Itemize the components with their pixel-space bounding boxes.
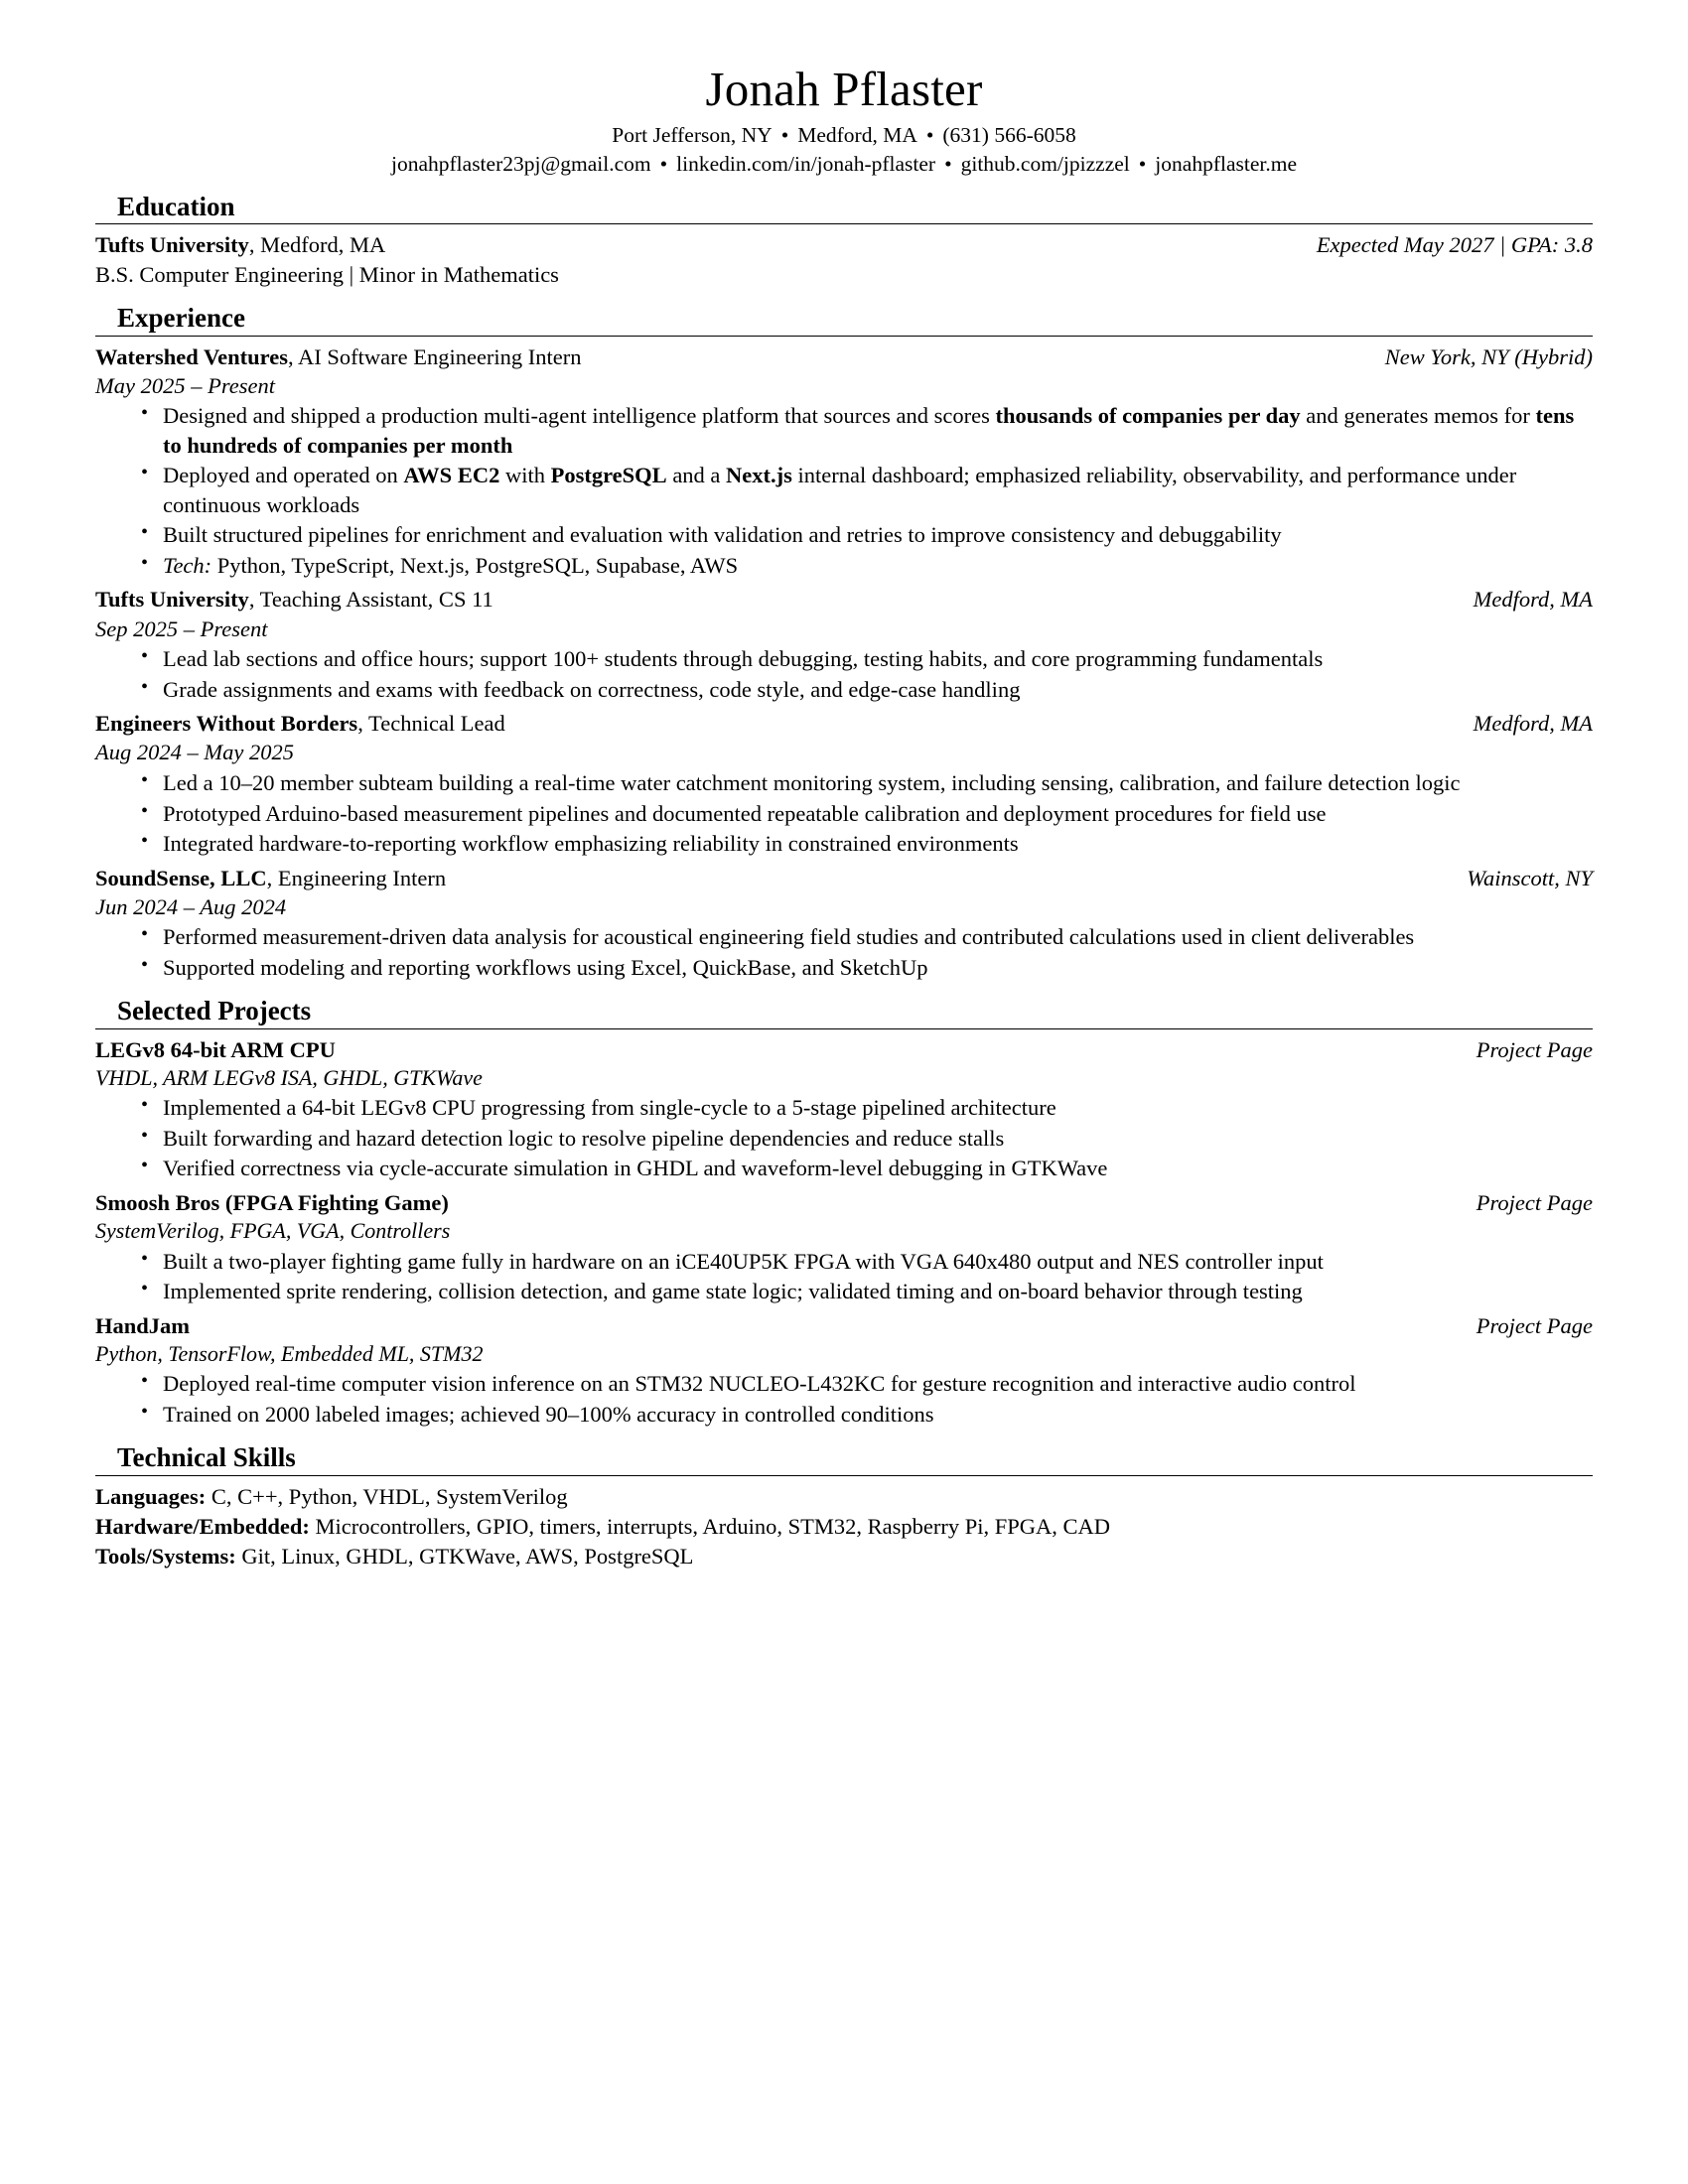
skill-values: C, C++, Python, VHDL, SystemVerilog <box>211 1483 568 1509</box>
experience-entry <box>95 864 1593 983</box>
experience-entry <box>95 585 1593 704</box>
job-location: New York, NY (Hybrid) <box>1384 343 1593 369</box>
section-title-education: Education <box>117 192 235 222</box>
contact-separator: • <box>1138 151 1147 176</box>
bullet-item: • Designed and shipped a production multi-agent intelligence platform that sources and scores thousands of companies per day and generates memos for tens to hundreds of companies per month <box>141 401 1593 460</box>
contact-item-1[interactable]: Medford, MA <box>797 122 917 147</box>
section-projects <box>95 996 1593 1429</box>
project-page-link[interactable]: Project Page <box>1476 1036 1593 1062</box>
contact-line-1 <box>95 121 1593 150</box>
bullet-list <box>95 401 1593 580</box>
bullet-list <box>95 1369 1593 1429</box>
institution-location: , Medford, MA <box>248 232 386 258</box>
employer-name: Engineers Without Borders <box>95 711 358 737</box>
project-name: HandJam <box>95 1312 191 1338</box>
job-location: Medford, MA <box>1473 711 1593 737</box>
bullet-list <box>95 922 1593 982</box>
bullet-list <box>95 1247 1593 1306</box>
skill-lines <box>95 1482 1593 1571</box>
entry-title <box>95 1311 190 1340</box>
bullet-item: • Verified correctness via cycle-accurate simulation in GHDL and waveform-level debugging in GTKWave <box>141 1154 1593 1182</box>
entry-title <box>95 1188 449 1217</box>
project-entry <box>95 1311 1593 1430</box>
entry-header <box>95 1035 1593 1064</box>
section-title-experience: Experience <box>117 303 245 334</box>
section-rule <box>95 336 1593 337</box>
section-experience <box>95 303 1593 982</box>
bullet-item: • Led a 10–20 member subteam building a real-time water catchment monitoring system, including sensing, calibration, and failure detection logic <box>141 768 1593 797</box>
contact-item-2[interactable]: (631) 566-6058 <box>942 122 1076 147</box>
contact-item-0[interactable]: Port Jefferson, NY <box>612 122 773 147</box>
bullet-item: • Lead lab sections and office hours; support 100+ students through debugging, testing habits, and core programming fundamentals <box>141 644 1593 673</box>
education-entries <box>95 230 1593 289</box>
section-rule <box>95 1475 1593 1476</box>
graduation-gpa: Expected May 2027 | GPA: 3.8 <box>1316 232 1593 258</box>
experience-entries <box>95 342 1593 983</box>
job-title: , Technical Lead <box>357 711 505 737</box>
skill-line <box>95 1482 1593 1512</box>
section-rule <box>95 1028 1593 1029</box>
project-tech-stack: VHDL, ARM LEGv8 ISA, GHDL, GTKWave <box>95 1064 483 1090</box>
entry-title <box>95 864 446 892</box>
entry-header <box>95 1188 1593 1217</box>
skill-line <box>95 1512 1593 1542</box>
entry-header <box>95 1311 1593 1340</box>
experience-entry <box>95 709 1593 858</box>
section-title-projects: Selected Projects <box>117 996 312 1026</box>
bullet-list <box>95 768 1593 858</box>
job-location: Medford, MA <box>1473 587 1593 613</box>
entry-header <box>95 230 1593 259</box>
contact-link-1[interactable]: linkedin.com/in/jonah-pflaster <box>676 151 936 176</box>
contact-link-0[interactable]: jonahpflaster23pj@gmail.com <box>391 151 651 176</box>
bullet-item: • Tech: Python, TypeScript, Next.js, PostgreSQL, Supabase, AWS <box>141 551 1593 580</box>
employer-name: Watershed Ventures <box>95 343 288 369</box>
skill-line <box>95 1542 1593 1571</box>
bullet-item: • Trained on 2000 labeled images; achieved 90–100% accuracy in controlled conditions <box>141 1400 1593 1429</box>
bullet-item: • Deployed and operated on AWS EC2 with PostgreSQL and a Next.js internal dashboard; emphasized reliability, observability, and performance under continuous workloads <box>141 461 1593 519</box>
education-entry <box>95 230 1593 289</box>
project-page-link[interactable]: Project Page <box>1476 1312 1593 1338</box>
contact-separator: • <box>780 122 789 147</box>
entry-header <box>95 585 1593 614</box>
project-tech-stack: SystemVerilog, FPGA, VGA, Controllers <box>95 1218 451 1244</box>
resume-header <box>95 64 1593 178</box>
job-dates: Jun 2024 – Aug 2024 <box>95 893 287 919</box>
bullet-item: • Integrated hardware-to-reporting workflow emphasizing reliability in constrained environments <box>141 829 1593 858</box>
job-dates: Aug 2024 – May 2025 <box>95 740 294 765</box>
skill-category: Tools/Systems: <box>95 1543 242 1569</box>
job-location: Wainscott, NY <box>1467 865 1593 890</box>
entry-title <box>95 1035 336 1064</box>
degree-line: B.S. Computer Engineering | Minor in Mathematics <box>95 261 559 287</box>
entry-title <box>95 585 493 614</box>
bullet-item: • Supported modeling and reporting workflows using Excel, QuickBase, and SketchUp <box>141 953 1593 982</box>
skill-values: Microcontrollers, GPIO, timers, interrupts, Arduino, STM32, Raspberry Pi, FPGA, CAD <box>315 1513 1111 1539</box>
section-skills <box>95 1442 1593 1570</box>
employer-name: SoundSense, LLC <box>95 865 267 890</box>
project-entries <box>95 1035 1593 1430</box>
project-name: Smoosh Bros (FPGA Fighting Game) <box>95 1189 449 1215</box>
section-rule <box>95 223 1593 224</box>
entry-title <box>95 230 385 259</box>
candidate-name: Jonah Pflaster <box>705 62 983 116</box>
bullet-item: • Deployed real-time computer vision inference on an STM32 NUCLEO-L432KC for gesture recognition and interactive audio control <box>141 1369 1593 1398</box>
bullet-item: • Built a two-player fighting game fully in hardware on an iCE40UP5K FPGA with VGA 640x480 output and NES controller input <box>141 1247 1593 1276</box>
bullet-list <box>95 1093 1593 1182</box>
project-tech-stack: Python, TensorFlow, Embedded ML, STM32 <box>95 1340 484 1366</box>
bullet-item: • Implemented sprite rendering, collision detection, and game state logic; validated timing and on-board behavior through testing <box>141 1277 1593 1305</box>
bullet-item: • Grade assignments and exams with feedback on correctness, code style, and edge-case handling <box>141 675 1593 704</box>
bullet-item: • Implemented a 64-bit LEGv8 CPU progressing from single-cycle to a 5-stage pipelined architecture <box>141 1093 1593 1122</box>
section-title-skills: Technical Skills <box>117 1442 296 1473</box>
skill-values: Git, Linux, GHDL, GTKWave, AWS, PostgreSQL <box>241 1543 694 1569</box>
job-dates: May 2025 – Present <box>95 372 275 398</box>
contact-link-3[interactable]: jonahpflaster.me <box>1155 151 1297 176</box>
bullet-item: • Built forwarding and hazard detection logic to resolve pipeline dependencies and reduce stalls <box>141 1124 1593 1153</box>
contact-separator: • <box>925 122 934 147</box>
entry-title <box>95 709 505 738</box>
job-title: , Engineering Intern <box>266 865 447 890</box>
contact-separator: • <box>659 151 668 176</box>
contact-line-2 <box>95 150 1593 179</box>
experience-entry <box>95 342 1593 581</box>
job-dates: Sep 2025 – Present <box>95 615 268 641</box>
institution-name: Tufts University <box>95 232 249 258</box>
project-entry <box>95 1035 1593 1183</box>
project-page-link[interactable]: Project Page <box>1476 1189 1593 1215</box>
employer-name: Tufts University <box>95 587 249 613</box>
entry-header <box>95 342 1593 371</box>
project-name: LEGv8 64-bit ARM CPU <box>95 1036 336 1062</box>
skill-category: Hardware/Embedded: <box>95 1513 316 1539</box>
bullet-list <box>95 644 1593 704</box>
entry-header <box>95 709 1593 738</box>
job-title: , AI Software Engineering Intern <box>287 343 582 369</box>
skill-category: Languages: <box>95 1483 211 1509</box>
entry-title <box>95 342 582 371</box>
job-title: , Teaching Assistant, CS 11 <box>248 587 493 613</box>
bullet-item: • Prototyped Arduino-based measurement pipelines and documented repeatable calibration and deployment procedures for field use <box>141 799 1593 828</box>
contact-link-2[interactable]: github.com/jpizzzel <box>960 151 1130 176</box>
entry-header <box>95 864 1593 892</box>
section-education <box>95 192 1593 289</box>
bullet-item: • Performed measurement-driven data analysis for acoustical engineering field studies and contributed calculations used in client deliverables <box>141 922 1593 951</box>
contact-separator: • <box>944 151 952 176</box>
bullet-item: • Built structured pipelines for enrichment and evaluation with validation and retries to improve consistency and debuggability <box>141 520 1593 549</box>
project-entry <box>95 1188 1593 1306</box>
